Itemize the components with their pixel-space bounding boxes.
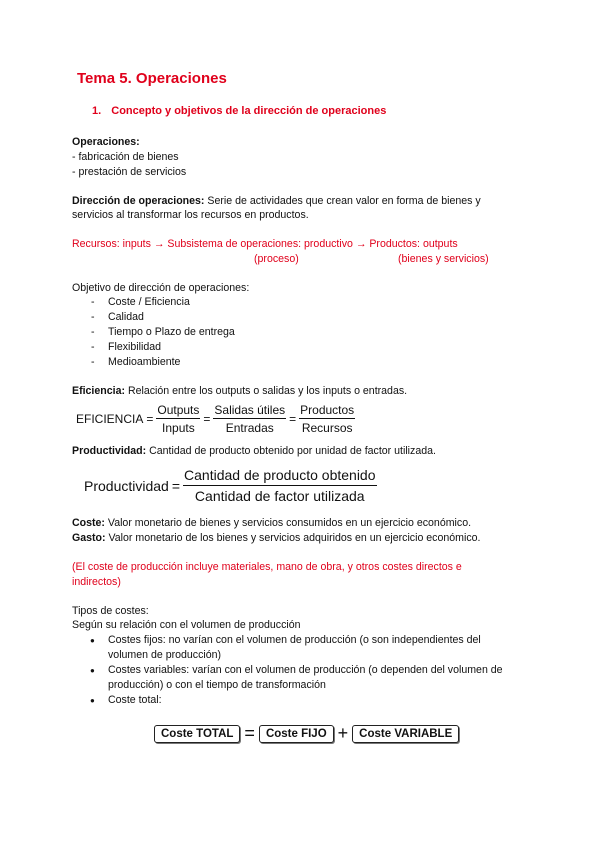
coste-definition: [72, 516, 471, 531]
gasto-label: Gasto:: [72, 532, 106, 544]
equals-sign: =: [289, 412, 297, 426]
coste-label: Coste:: [72, 517, 105, 529]
list-item: - Coste / Eficiencia: [108, 295, 235, 310]
list-item-line: volumen de producción): [108, 649, 222, 661]
objetivo-intro: Objetivo de dirección de operaciones:: [72, 282, 250, 294]
list-item: - Flexibilidad: [108, 340, 235, 355]
fraction: [183, 467, 376, 505]
eficiencia-label: Eficiencia:: [72, 385, 125, 397]
fraction-numerator: Outputs: [157, 403, 200, 417]
formula-lhs: EFICIENCIA: [76, 412, 144, 426]
nota-line: (El coste de producción incluye materiales, mano de obra, y otros costes directos e: [72, 561, 462, 573]
fraction-denominator: Inputs: [162, 421, 195, 435]
productividad-label: Productividad:: [72, 445, 147, 457]
section-number: 1.: [92, 105, 102, 117]
tipos-title: Tipos de costes:: [72, 605, 149, 617]
plus-sign: +: [337, 723, 349, 743]
productividad-definition: [72, 444, 436, 459]
coste-total-formula: [154, 723, 459, 744]
operaciones-item: - fabricación de bienes: [72, 151, 179, 163]
productividad-text: Cantidad de producto obtenido por unidad de factor utilizada.: [146, 445, 436, 457]
fraction-numerator: Productos: [300, 403, 355, 417]
list-item-line: producción) o con el tiempo de transformación: [108, 679, 326, 691]
equals-sign: =: [244, 723, 255, 743]
eficiencia-formula: [76, 403, 355, 435]
equals-sign: =: [171, 478, 181, 494]
operaciones-item: - prestación de servicios: [72, 166, 187, 178]
productividad-formula: [84, 467, 377, 505]
coste-variable-box: Coste VARIABLE: [352, 725, 459, 743]
coste-text: Valor monetario de bienes y servicios consumidos en un ejercicio económico.: [104, 517, 472, 529]
equals-sign: =: [146, 412, 154, 426]
fraction-numerator: Cantidad de producto obtenido: [183, 467, 376, 486]
equals-sign: =: [203, 412, 211, 426]
fraction-denominator: Recursos: [301, 421, 353, 435]
eficiencia-text: Relación entre los outputs o salidas y los inputs o entradas.: [125, 385, 408, 397]
flow-proceso: (proceso): [254, 253, 299, 265]
gasto-definition: [72, 531, 480, 546]
tipos-criterio: Según su relación con el volumen de producción: [72, 619, 301, 631]
fraction-denominator: Cantidad de factor utilizada: [194, 488, 365, 504]
coste-total-box: Coste TOTAL: [154, 725, 240, 743]
fraction-numerator: Salidas útiles: [214, 403, 286, 417]
section-title: Concepto y objetivos de la dirección de operaciones: [111, 105, 387, 117]
flow-bienes: (bienes y servicios): [398, 253, 489, 265]
section-heading: [92, 105, 386, 117]
list-item: - Tiempo o Plazo de entrega: [108, 325, 235, 340]
list-item: [108, 663, 503, 693]
direccion-label: Dirección de operaciones:: [72, 195, 205, 207]
operaciones-label: Operaciones:: [72, 136, 140, 148]
nota-line: indirectos): [72, 576, 121, 588]
list-item: [108, 633, 503, 663]
flow-line: Recursos: inputs → Subsistema de operaciones: productivo → Productos: outputs: [72, 238, 458, 250]
list-item: [108, 693, 503, 708]
fraction: [156, 403, 200, 435]
list-item: - Medioambiente: [108, 355, 235, 370]
direccion-text-cont: servicios al transformar los recursos en productos.: [72, 209, 309, 221]
list-item: - Calidad: [108, 310, 235, 325]
fraction: [299, 403, 355, 435]
list-item-line: ● Coste total:: [108, 694, 162, 706]
gasto-text: Valor monetario de los bienes y servicios adquiridos en un ejercicio económico.: [105, 532, 481, 544]
list-item-line: ● Costes fijos: no varían con el volumen de producción (o son independientes del: [108, 634, 481, 646]
fraction-denominator: Entradas: [225, 421, 274, 435]
eficiencia-definition: [72, 384, 407, 399]
objetivo-list: [108, 295, 235, 370]
fraction: [213, 403, 286, 435]
tipos-list: [108, 633, 503, 708]
direccion-text: Serie de actividades que crean valor en forma de bienes y: [204, 195, 481, 207]
direccion-definition: [72, 194, 481, 209]
page-title: Tema 5. Operaciones: [77, 70, 227, 87]
list-item-line: ● Costes variables: varían con el volumen de producción (o dependen del volumen de: [108, 664, 503, 676]
formula-lhs: Productividad: [84, 478, 169, 494]
coste-fijo-box: Coste FIJO: [259, 725, 334, 743]
